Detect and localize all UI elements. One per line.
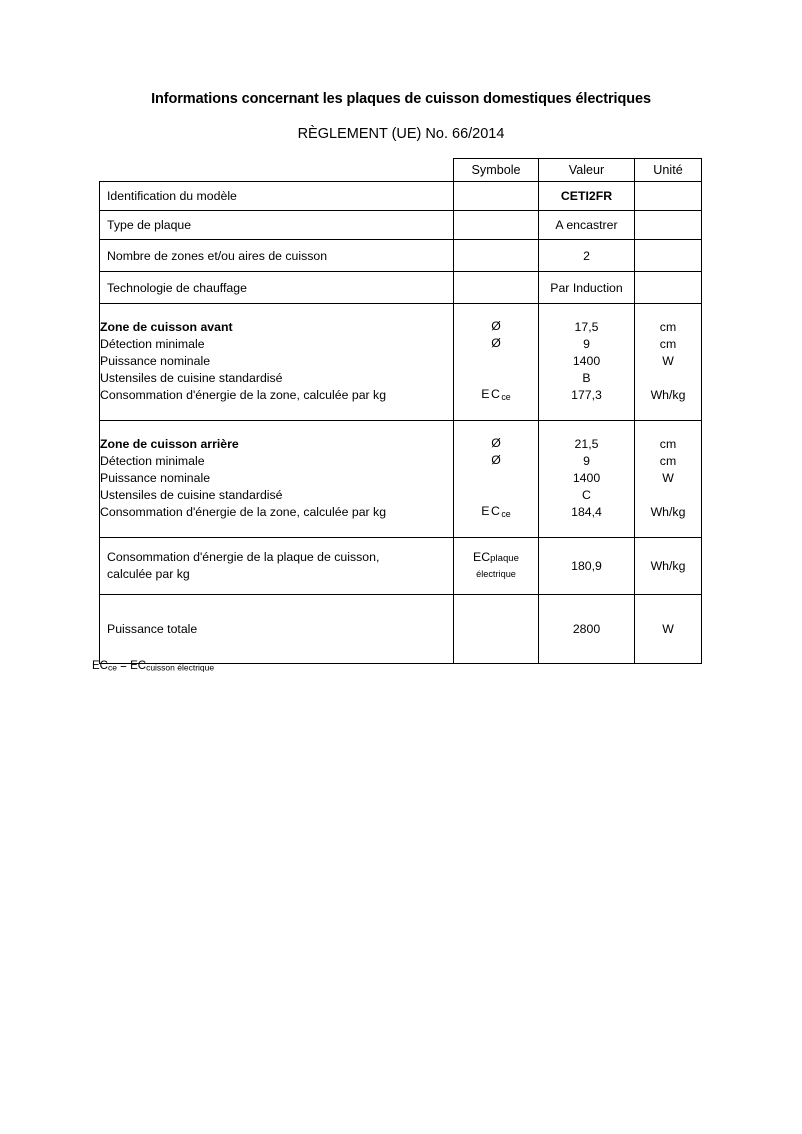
- front-zone-symbols: [454, 304, 539, 421]
- hob-consumption-symbol: [454, 537, 539, 594]
- front-zone-value-4: 177,3: [571, 388, 602, 403]
- rear-zone-labels: [100, 420, 454, 537]
- row-value: A encastrer: [539, 211, 635, 240]
- front-zone-label-4: Consommation d'énergie de la zone, calculée par kg: [100, 388, 387, 403]
- ec-base: EC: [481, 387, 502, 401]
- front-zone-value-1: 9: [583, 337, 590, 352]
- rear-zone-values: [539, 420, 635, 537]
- rear-zone-unit-1: cm: [659, 454, 677, 469]
- rear-zone-symbol-ec: [454, 503, 538, 523]
- row-symbol: [454, 211, 539, 240]
- footnote-equals: =: [116, 660, 131, 672]
- rear-zone-value-0: 21,5: [574, 437, 599, 452]
- rear-zone-label-3: Ustensiles de cuisine standardisé: [100, 488, 283, 503]
- rear-zone-value-4: 184,4: [571, 505, 602, 520]
- row-symbol: [454, 272, 539, 304]
- rear-zone-unit-0: cm: [659, 437, 677, 452]
- table-row: [100, 182, 702, 211]
- row-value: Par Induction: [539, 272, 635, 304]
- rear-zone-unit-4: Wh/kg: [650, 505, 686, 520]
- total-power-row: [100, 594, 702, 663]
- total-power-value: 2800: [539, 594, 635, 663]
- table-row: [100, 240, 702, 272]
- rear-zone-symbols: [454, 420, 539, 537]
- footnote-right-base: EC: [130, 660, 147, 672]
- ec-subscript: ce: [501, 391, 511, 402]
- front-zone-symbol-1: Ø: [491, 336, 501, 350]
- header-symbol: Symbole: [454, 159, 539, 182]
- front-zone-value-2: 1400: [572, 354, 601, 369]
- hob-consumption-unit: Wh/kg: [635, 537, 702, 594]
- row-label: Identification du modèle: [100, 182, 454, 211]
- table-row: [100, 272, 702, 304]
- rear-zone-unit-2: W: [662, 471, 674, 486]
- front-zone-value-0: 17,5: [574, 320, 599, 335]
- product-spec-table: [99, 158, 702, 664]
- rear-zone-value-3: C: [582, 488, 591, 503]
- footnote-left-base: EC: [92, 660, 108, 672]
- page-title: Informations concernant les plaques de cuisson domestiques électriques: [151, 91, 651, 107]
- hob-consumption-label-line1: Consommation d'énergie de la plaque de cuisson,: [107, 549, 380, 564]
- total-power-unit: W: [635, 594, 702, 663]
- ec-base: EC: [481, 503, 502, 518]
- row-label: Nombre de zones et/ou aires de cuisson: [100, 240, 454, 272]
- rear-zone-symbol-1: Ø: [491, 452, 501, 467]
- ec-subscript: ce: [501, 508, 511, 519]
- row-unit: [635, 182, 702, 211]
- hob-consumption-label-line2: calculée par kg: [107, 566, 190, 581]
- row-label: Type de plaque: [100, 211, 454, 240]
- rear-zone-value-2: 1400: [572, 471, 601, 486]
- hob-consumption-value: 180,9: [539, 537, 635, 594]
- front-zone-symbol-ec: [454, 386, 538, 406]
- table-header-row: [100, 159, 702, 182]
- header-unit: Unité: [635, 159, 702, 182]
- front-zone-unit-4: Wh/kg: [650, 388, 686, 403]
- footnote-right-sub: cuisson électrique: [146, 662, 215, 673]
- row-unit: [635, 272, 702, 304]
- front-zone-heading: Zone de cuisson avant: [100, 320, 233, 335]
- rear-zone-label-2: Puissance nominale: [100, 471, 211, 486]
- front-zone-values: [539, 304, 635, 421]
- table-row: [100, 211, 702, 240]
- page-subtitle: RÈGLEMENT (UE) No. 66/2014: [297, 126, 505, 142]
- footnote: [92, 659, 214, 675]
- rear-zone-label-4: Consommation d'énergie de la zone, calculée par kg: [100, 505, 387, 520]
- row-symbol: [454, 182, 539, 211]
- front-zone-label-3: Ustensiles de cuisine standardisé: [100, 371, 283, 386]
- row-unit: [635, 211, 702, 240]
- front-zone-row: [100, 304, 702, 421]
- front-zone-units: [635, 304, 702, 421]
- rear-zone-heading: Zone de cuisson arrière: [100, 437, 239, 452]
- row-value: 2: [539, 240, 635, 272]
- rear-zone-row: [100, 420, 702, 537]
- hob-consumption-row: [100, 537, 702, 594]
- row-symbol: [454, 240, 539, 272]
- row-unit: [635, 240, 702, 272]
- front-zone-labels: [100, 304, 454, 421]
- hob-ec-base: EC: [473, 550, 491, 565]
- hob-consumption-label: [100, 537, 454, 594]
- hob-ec-sub2: électrique: [476, 569, 516, 580]
- front-zone-value-3: B: [582, 371, 591, 386]
- header-value: Valeur: [539, 159, 635, 182]
- header-spacer-cell: [100, 159, 454, 182]
- front-zone-unit-2: W: [662, 354, 674, 369]
- row-label: Technologie de chauffage: [100, 272, 454, 304]
- front-zone-unit-0: cm: [659, 320, 677, 335]
- total-power-label: Puissance totale: [100, 594, 454, 663]
- rear-zone-value-1: 9: [583, 454, 590, 469]
- front-zone-label-2: Puissance nominale: [100, 354, 211, 369]
- front-zone-label-1: Détection minimale: [100, 337, 205, 352]
- footnote-left-sub: ce: [107, 662, 117, 673]
- row-value: CETI2FR: [539, 182, 635, 211]
- rear-zone-symbol-0: Ø: [491, 435, 501, 450]
- rear-zone-label-1: Détection minimale: [100, 454, 205, 469]
- front-zone-symbol-0: Ø: [491, 319, 501, 333]
- total-power-symbol: [454, 594, 539, 663]
- rear-zone-units: [635, 420, 702, 537]
- hob-ec-sub1: plaque: [490, 553, 519, 565]
- front-zone-unit-1: cm: [659, 337, 677, 352]
